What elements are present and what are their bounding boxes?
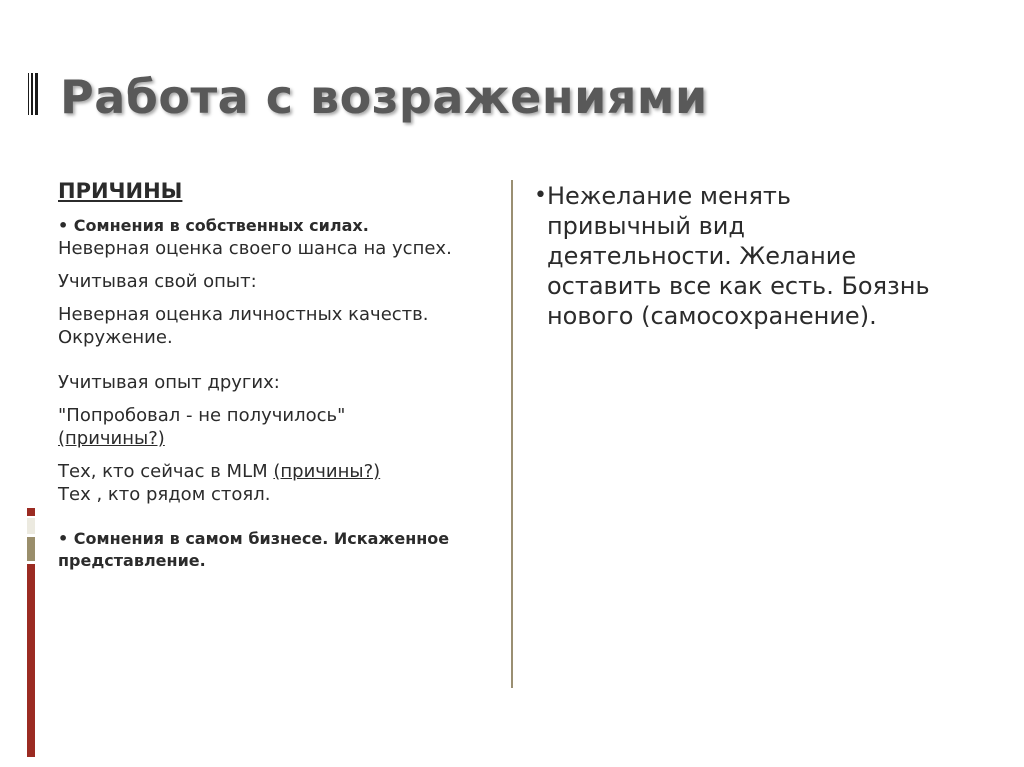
side-stripe-light bbox=[27, 518, 35, 534]
own-experience-text: Неверная оценка личностных качеств. Окружение. bbox=[58, 304, 429, 348]
resistance-column bbox=[534, 181, 934, 331]
side-stripe-red-long bbox=[27, 564, 35, 757]
stood-text: Тех , кто рядом стоял. bbox=[58, 484, 271, 505]
business-doubt-item: • Сомнения в самом бизнесе. Искаженное представление. bbox=[58, 529, 450, 570]
others-experience-label: Учитывая опыт других: bbox=[58, 372, 280, 393]
column-divider bbox=[511, 180, 513, 688]
tried-item bbox=[58, 404, 498, 450]
mlm-reason-link: (причины?) bbox=[273, 461, 381, 482]
tried-reason-link: (причины?) bbox=[58, 428, 165, 449]
self-doubt-item bbox=[58, 214, 498, 260]
mlm-item bbox=[58, 460, 498, 506]
self-doubt-title: • Сомнения в собственных силах. bbox=[58, 216, 369, 235]
title-bar-ornament bbox=[28, 73, 38, 115]
reasons-heading: ПРИЧИНЫ bbox=[58, 179, 183, 203]
resistance-text: Нежелание менять привычный вид деятельности. Желание оставить все как есть. Боязнь нового (самосохранение). bbox=[546, 182, 930, 330]
own-experience-label: Учитывая свой опыт: bbox=[58, 271, 257, 292]
reasons-column bbox=[58, 178, 498, 572]
side-stripe-olive bbox=[27, 537, 35, 561]
tried-text: "Попробовал - не получилось" bbox=[58, 405, 346, 426]
mlm-text: Тех, кто сейчас в MLM bbox=[58, 461, 268, 482]
bullet-marker: • bbox=[534, 183, 547, 208]
self-doubt-desc: Неверная оценка своего шанса на успех. bbox=[58, 238, 452, 259]
slide-title: Работа с возражениями bbox=[60, 70, 708, 124]
side-stripe-red-small bbox=[27, 508, 35, 516]
